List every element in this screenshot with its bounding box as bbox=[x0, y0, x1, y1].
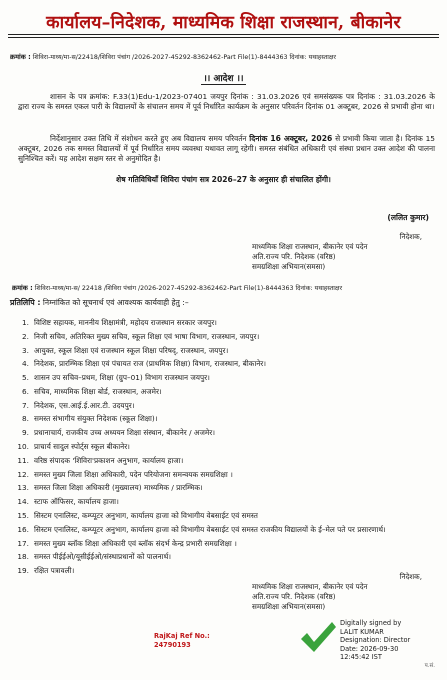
list-number: 19. bbox=[17, 566, 29, 576]
list-number: 12. bbox=[17, 469, 29, 479]
list-number: 10. bbox=[17, 442, 29, 452]
designation-line: समग्रशिक्षा अभियान(समसा) bbox=[252, 602, 326, 611]
designation-line: माध्यमिक शिक्षा राजस्थान, बीकानेर एवं पदेन bbox=[252, 582, 368, 591]
list-text: आयुक्त, स्कूल शिक्षा एवं राजस्थान स्कूल शिक्षा परिषद्, राजस्थान, जयपुर। bbox=[34, 345, 229, 355]
list-item bbox=[10, 442, 430, 452]
list-number: 2. bbox=[22, 331, 29, 341]
list-number: 14. bbox=[17, 497, 29, 507]
digsig-line: Date: 2026-09-30 bbox=[340, 644, 399, 653]
list-number: 4. bbox=[22, 359, 29, 369]
reference-number-bottom bbox=[12, 283, 437, 292]
list-number: 6. bbox=[22, 386, 29, 396]
designation-line: निदेशक, bbox=[399, 232, 422, 241]
list-text: सिस्टम एनालिस्ट, कम्प्यूटर अनुभाग, कार्यालय हाजा को विभागीय वेबसाईट एवं समस्त राजकीय विद्यालयों के ई–मेल पते पर प्रसारणार्थ। bbox=[34, 524, 386, 534]
effective-date: दिनांक 16 अक्टूबर, 2026 bbox=[249, 134, 333, 143]
list-item bbox=[10, 359, 430, 369]
order-paragraph-1: शासन के पत्र क्रमांक: F.33(1)Edu-1/2023-07401 जयपुर दिनांक : 31.03.2026 एवं समसंख्यक पत्र दिनांक : 31.03.2026 के द्वारा राज्य के समस्त एकल पारी के विद्यालयों के संचालन समय में पूर्व निर्धारित कार्यक्रम के अनुसार परिवर्तन दिनांक 01 अक्टूबर, 2026 से प्रभावी होना था। bbox=[18, 92, 435, 112]
copy-label: प्रतिलिपि : bbox=[10, 298, 41, 307]
list-item bbox=[10, 428, 430, 438]
list-item bbox=[10, 539, 430, 549]
order-paragraph-2-end: से प्रभावी किया जाता है। दिनांक 15 अक्टूबर, 2026 तक समस्त विद्यालयों में पूर्व निर्धारित समय व्यवस्था यथावत लागू रहेगी। समस्त संबंधित अधिकारी एवं संस्था प्रधान उक्त आदेश की पालना सुनिश्चित करें। यह आदेश सक्षम स्तर से अनुमोदित है। bbox=[18, 134, 435, 164]
list-number: 1. bbox=[22, 318, 29, 327]
office-title: कार्यालय–निदेशक, माध्यमिक शिक्षा राजस्थान, बीकानेर bbox=[46, 13, 401, 33]
copy-heading bbox=[10, 298, 189, 308]
list-number: 9. bbox=[22, 428, 29, 438]
list-number: 17. bbox=[17, 538, 29, 548]
list-number: 13. bbox=[17, 483, 29, 493]
list-item bbox=[10, 387, 430, 397]
list-text: निजी सचिव, अतिरिक्त मुख्य सचिव, स्कूल शिक्षा एवं भाषा विभाग, राजस्थान, जयपुर। bbox=[34, 331, 260, 341]
list-number: 11. bbox=[17, 455, 29, 465]
list-item bbox=[10, 525, 430, 535]
list-item bbox=[10, 401, 430, 411]
order-heading-text: ।। आदेश ।। bbox=[203, 74, 244, 84]
list-item bbox=[10, 373, 430, 383]
digital-signature-block bbox=[340, 619, 410, 662]
title-underline bbox=[8, 34, 439, 35]
list-text: स्टाफ ऑफिसर, कार्यालय हाजा। bbox=[34, 497, 119, 507]
order-paragraph-2 bbox=[18, 134, 435, 164]
list-item bbox=[10, 511, 430, 521]
list-item bbox=[10, 456, 430, 466]
list-text: समस्त संभागीय संयुक्त निदेशक (स्कूल शिक्षा)। bbox=[34, 414, 158, 424]
list-number: 7. bbox=[22, 400, 29, 410]
list-number: 8. bbox=[22, 414, 29, 424]
list-number: 5. bbox=[22, 373, 29, 383]
reference-text: शिविरा-माध्य/मा-स/22418/शिविरा पंचांग /2026-2027-45292-8362462-Part File(1)-8444363 दिनांक: यथाहस्ताक्षर bbox=[32, 54, 337, 61]
list-text: प्राचार्य सादुल स्पोर्ट्स स्कूल बीकानेर। bbox=[34, 442, 130, 452]
list-text: निदेशक, एस.आई.ई.आर.टी. उदयपुर। bbox=[34, 400, 135, 410]
rajkaj-number: 24790193 bbox=[154, 640, 191, 649]
order-heading bbox=[0, 71, 447, 84]
list-text: प्रधानाचार्य, राजकीय उच्च अध्ययन शिक्षा संस्थान, बीकानेर / अजमेर। bbox=[34, 428, 215, 438]
reference-label: क्रमांक : bbox=[10, 53, 31, 61]
signatory-designation bbox=[252, 232, 432, 272]
designation-line: निदेशक, bbox=[399, 572, 422, 581]
list-text: समस्त मुख्य ब्लॉक शिक्षा अधिकारी एवं ब्लॉक संदर्भ केन्द्र प्रभारी समग्रशिक्षा । bbox=[34, 538, 237, 548]
digsig-line: LALIT KUMAR bbox=[340, 627, 384, 636]
list-number: 16. bbox=[17, 524, 29, 534]
designation-line: अति.राज्य परि. निदेशक (वरिष्ठ) bbox=[252, 252, 336, 261]
rajkaj-label: RajKaj Ref No.: bbox=[154, 632, 210, 640]
rajkaj-reference bbox=[154, 632, 214, 649]
list-text: शासन उप सचिव–प्रथम, शिक्षा (ग्रुप–01) विभाग राजस्थान जयपुर। bbox=[34, 373, 210, 383]
reference-label: क्रमांक : bbox=[12, 284, 33, 292]
title-underline-thin bbox=[8, 37, 439, 38]
list-text: निदेशक, प्रारम्भिक शिक्षा एवं पंचायत राज (प्राथमिक शिक्षा) विभाग, राजस्थान, बीकानेर। bbox=[34, 359, 267, 369]
list-text: सचिव, माध्यमिक शिक्षा बोर्ड, राजस्थान, अजमेर। bbox=[34, 386, 162, 396]
digsig-line: Designation: Director bbox=[340, 636, 411, 645]
list-text: रक्षित पत्रावली। bbox=[34, 566, 75, 576]
list-text: समस्त जिला शिक्षा अधिकारी (मुख्यालय) माध्यमिक / प्रारम्भिक। bbox=[34, 483, 203, 493]
copy-text: निम्नांकित को सूचनार्थ एवं आवश्यक कार्यवाही हेतु :– bbox=[42, 298, 189, 307]
list-item bbox=[10, 497, 430, 507]
list-item bbox=[10, 470, 430, 480]
digital-signature-check-icon bbox=[298, 618, 338, 656]
list-item bbox=[10, 318, 430, 328]
list-text: समस्त मुख्य जिला शिक्षा अधिकारी, पदेन परियोजना समन्वयक समग्रशिक्षा । bbox=[34, 469, 233, 479]
list-number: 3. bbox=[22, 345, 29, 355]
list-number: 18. bbox=[17, 552, 29, 562]
designation-line: अति.राज्य परि. निदेशक (वरिष्ठ) bbox=[252, 592, 336, 601]
list-item bbox=[10, 552, 430, 562]
list-number: 15. bbox=[17, 510, 29, 520]
list-text: समस्त पीईईओ/यूसीईईओ/संस्थाप्रधानों को पालनार्थ। bbox=[34, 552, 172, 562]
list-text: सिस्टम एनालिस्ट, कम्प्यूटर अनुभाग, कार्यालय हाजा को विभागीय वेबसाईट एवं समस्त bbox=[34, 510, 258, 520]
list-text: विशिष्ट सहायक, माननीय शिक्षामंत्री, महोदय राजस्थान सरकार जयपुर। bbox=[34, 318, 217, 327]
list-item bbox=[10, 483, 430, 493]
list-item bbox=[10, 332, 430, 342]
digsig-line: 12:45:42 IST bbox=[340, 653, 382, 662]
designation-line: समग्रशिक्षा अभियान(समसा) bbox=[252, 262, 326, 271]
bottom-designation bbox=[252, 572, 432, 612]
reference-number-top bbox=[10, 52, 437, 61]
list-text: वरिष्ठ संपादक 'शिविरा'प्रकाशन अनुभाग, कार्यालय हाजा। bbox=[34, 455, 184, 465]
list-item bbox=[10, 346, 430, 356]
distribution-list bbox=[10, 318, 430, 580]
order-paragraph-2-start: निर्देशानुसार उक्त तिथि में संशोधन करते हुए अब विद्यालय समय परिवर्तन bbox=[50, 134, 247, 143]
reference-text: शिविरा-माध्य/मा-स/ 22418 /शिविरा पंचांग /2026-2027-45292-8362462-Part File(1)-8444363 दिनांक: यथाहस्ताक्षर bbox=[34, 285, 343, 292]
list-item bbox=[10, 414, 430, 424]
signatory-name: (ललित कुमार) bbox=[387, 213, 429, 222]
page-marker: प.सं. bbox=[424, 663, 435, 669]
designation-line: माध्यमिक शिक्षा राजस्थान, बीकानेर एवं पदेन bbox=[252, 242, 368, 251]
remaining-activities-note: शेष गतिविधियाँ शिविरा पंचांग सत्र 2026–27 के अनुसार ही संचालित होंगी। bbox=[116, 175, 331, 184]
digsig-line: Digitally signed by bbox=[340, 619, 402, 627]
